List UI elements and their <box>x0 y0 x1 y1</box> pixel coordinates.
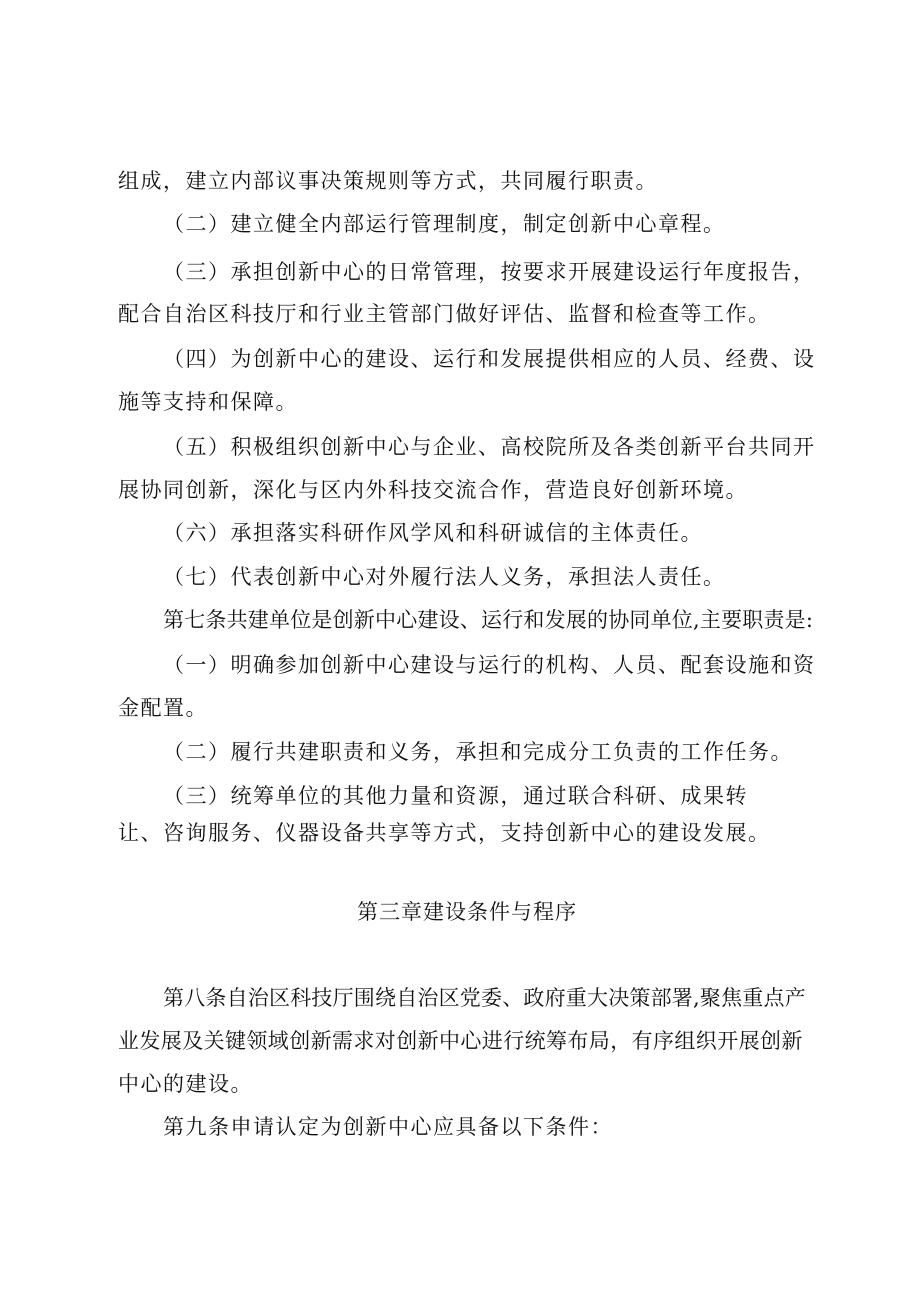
chapter-heading: 第三章建设条件与程序 <box>357 900 577 924</box>
paragraph-line: （一）明确参加创新中心建设与运行的机构、人员、配套设施和资 <box>163 653 816 677</box>
paragraph-line: （二）履行共建职责和义务，承担和完成分工负责的工作任务。 <box>163 740 793 764</box>
paragraph-line: 施等支持和保障。 <box>118 390 298 414</box>
paragraph-line: 展协同创新，深化与区内外科技交流合作，营造良好创新环境。 <box>118 478 748 502</box>
article-seven-heading: 第七条共建单位是创新中心建设、运行和发展的协同单位,主要职责是: <box>163 608 814 632</box>
paragraph-line: 业发展及关键领域创新需求对创新中心进行统筹布局，有序组织开展创新 <box>118 1029 803 1053</box>
paragraph-line: （三）承担创新中心的日常管理，按要求开展建设运行年度报告， <box>163 260 816 284</box>
paragraph-line: （七）代表创新中心对外履行法人义务，承担法人责任。 <box>163 565 726 589</box>
paragraph-line: 组成，建立内部议事决策规则等方式，共同履行职责。 <box>118 169 658 193</box>
paragraph-line: （二）建立健全内部运行管理制度，制定创新中心章程。 <box>163 212 726 236</box>
paragraph-line: 配合自治区科技厅和行业主管部门做好评估、监督和检查等工作。 <box>118 302 771 326</box>
article-eight-line: 第八条自治区科技厅围绕自治区党委、政府重大决策部署,聚焦重点产 <box>163 986 806 1010</box>
paragraph-line: （六）承担落实科研作风学风和科研诚信的主体责任。 <box>163 521 703 545</box>
paragraph-line: （四）为创新中心的建设、运行和发展提供相应的人员、经费、设 <box>163 347 816 371</box>
paragraph-line: 中心的建设。 <box>118 1072 253 1096</box>
paragraph-line: （三）统筹单位的其他力量和资源，通过联合科研、成果转 <box>163 784 748 808</box>
paragraph-line: （五）积极组织创新中心与企业、高校院所及各类创新平台共同开 <box>163 435 816 459</box>
article-nine-line: 第九条申请认定为创新中心应具备以下条件： <box>163 1115 613 1139</box>
paragraph-line: 金配置。 <box>118 696 208 720</box>
paragraph-line: 让、咨询服务、仪器设备共享等方式，支持创新中心的建设发展。 <box>118 821 771 845</box>
